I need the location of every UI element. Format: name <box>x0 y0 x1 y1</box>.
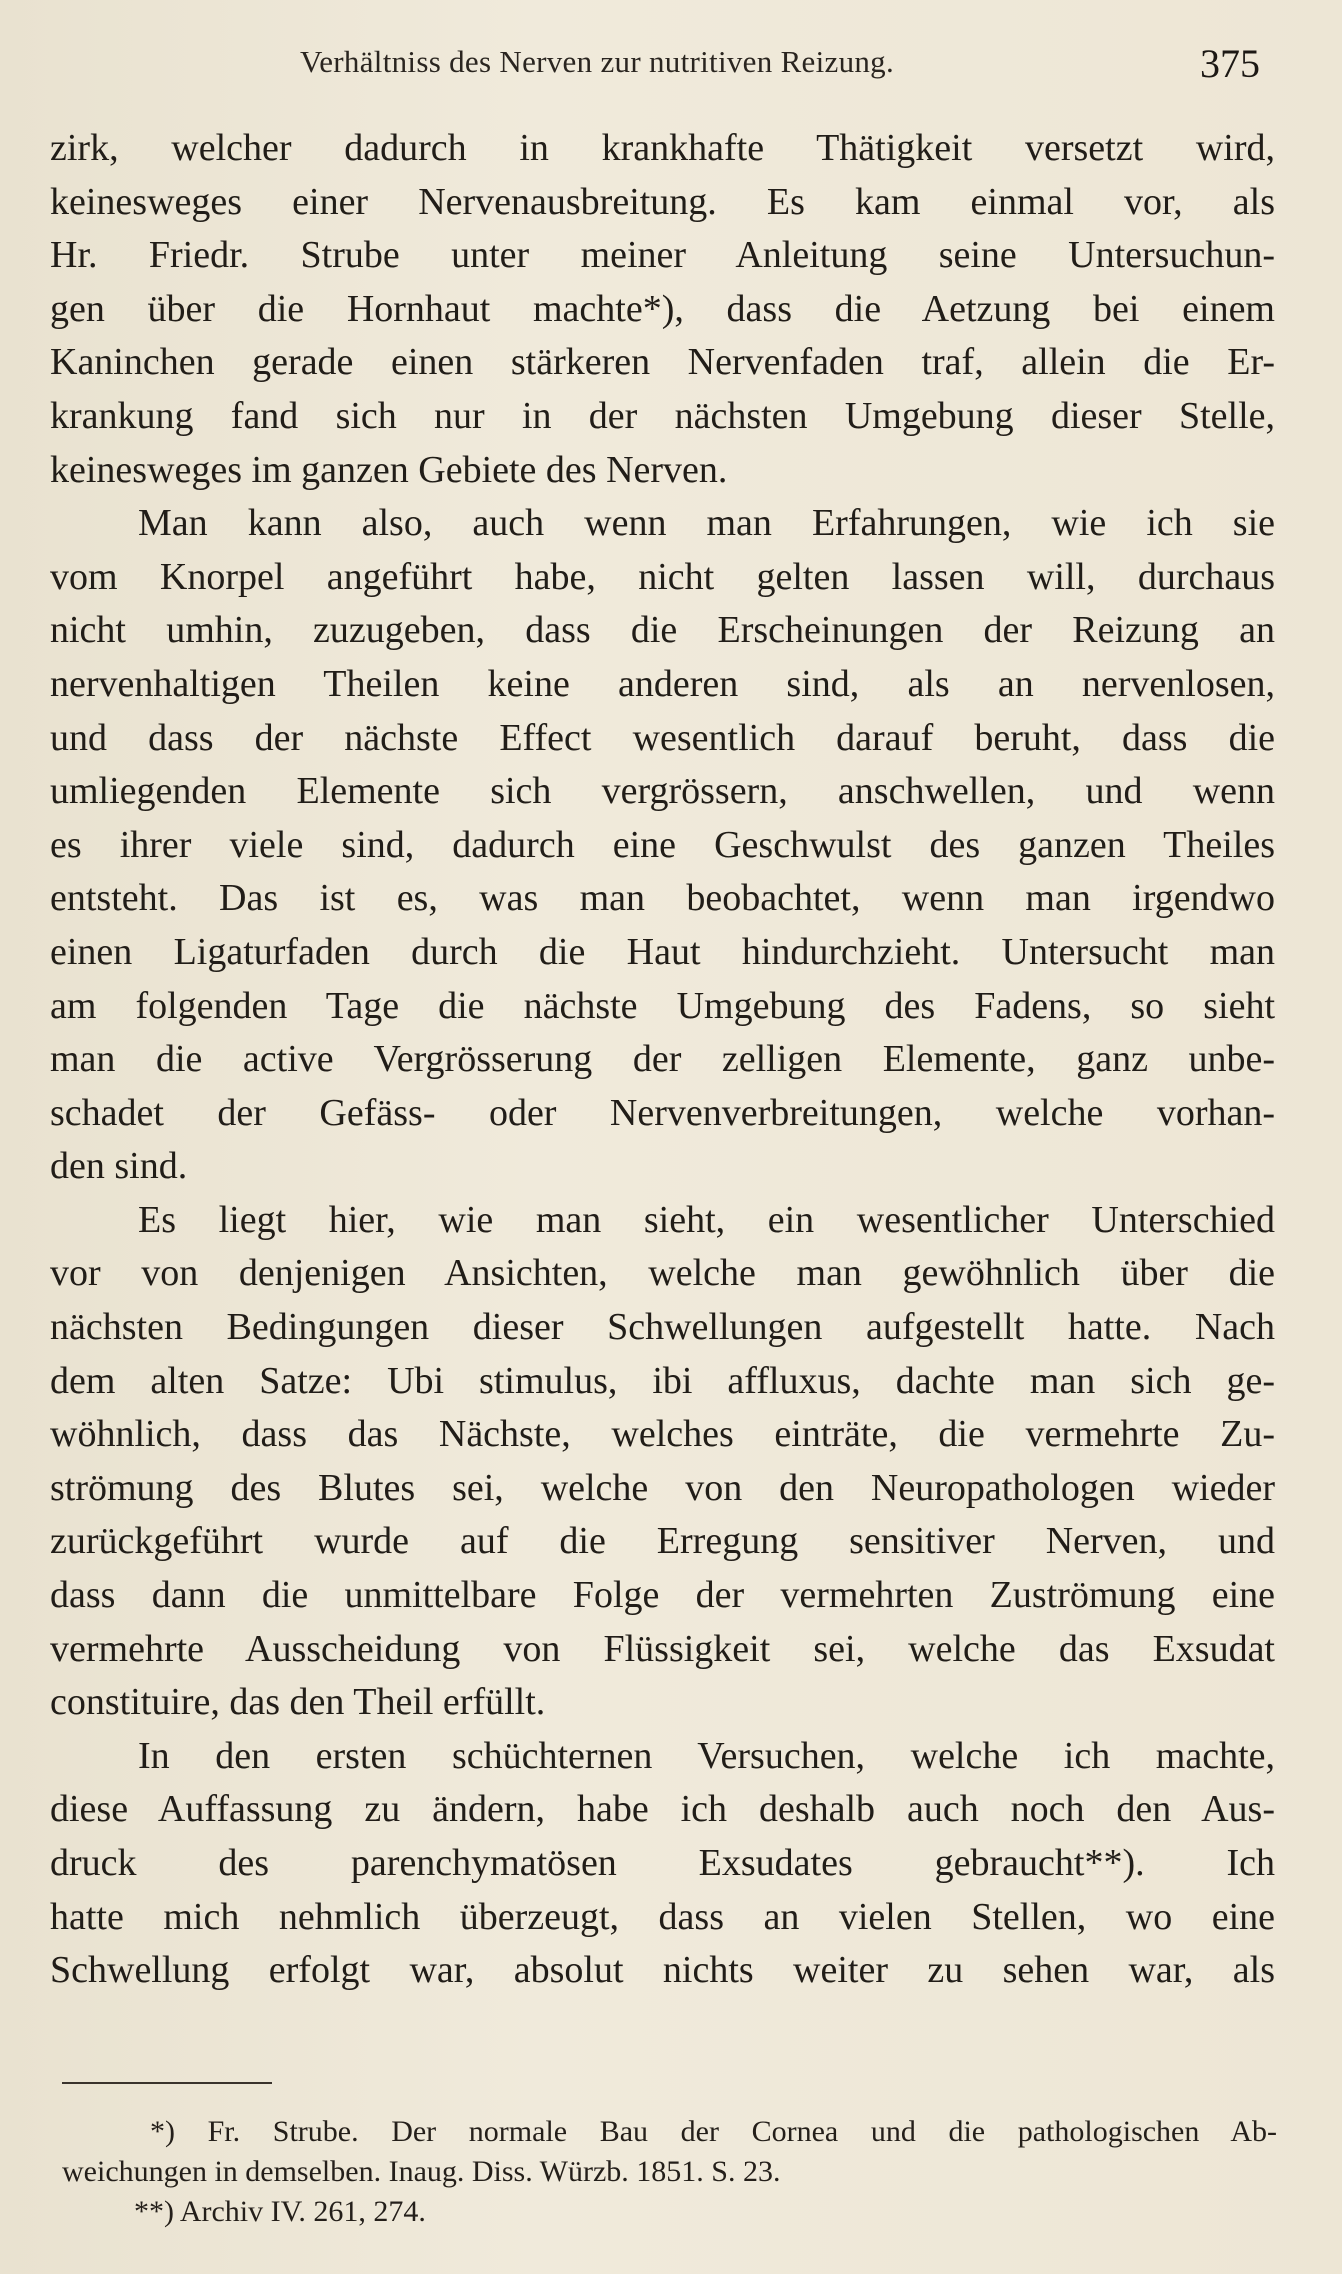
text-line: entsteht. Das ist es, was man beobachtet, wenn man irgendwo <box>50 877 1275 920</box>
text-line: diese Auffassung zu ändern, habe ich deshalb auch noch den Aus- <box>50 1788 1275 1831</box>
text-line: Man kann also, auch wenn man Erfahrungen, wie ich sie <box>138 502 1275 545</box>
running-head <box>0 40 1342 100</box>
text-line: vermehrte Ausscheidung von Flüssigkeit sei, welche das Exsudat <box>50 1627 1275 1670</box>
text-line: dem alten Satze: Ubi stimulus, ibi affluxus, dachte man sich ge- <box>50 1359 1275 1402</box>
footnote-line: weichungen in demselben. Inaug. Diss. Würzb. 1851. S. 23. <box>62 2155 781 2188</box>
paragraph-2 <box>50 497 1275 1194</box>
text-line: hatte mich nehmlich überzeugt, dass an vielen Stellen, wo eine <box>50 1895 1275 1938</box>
text-line: gen über die Hornhaut machte*), dass die Aetzung bei einem <box>50 287 1275 330</box>
text-line: umliegenden Elemente sich vergrössern, anschwellen, und wenn <box>50 770 1275 813</box>
paragraph-1 <box>50 122 1275 497</box>
text-line: man die active Vergrösserung der zelligen Elemente, ganz unbe- <box>50 1038 1275 1081</box>
paragraph-3 <box>50 1194 1275 1730</box>
text-line: nicht umhin, zuzugeben, dass die Erscheinungen der Reizung an <box>50 609 1275 652</box>
footnote-line: *) Fr. Strube. Der normale Bau der Cornea und die pathologischen Ab- <box>150 2115 1277 2148</box>
text-line: Es liegt hier, wie man sieht, ein wesentlicher Unterschied <box>138 1198 1275 1241</box>
text-line: nervenhaltigen Theilen keine anderen sind, als an nervenlosen, <box>50 662 1275 705</box>
body-text <box>50 122 1275 1998</box>
text-line: strömung des Blutes sei, welche von den Neuropathologen wieder <box>50 1466 1275 1509</box>
text-line: am folgenden Tage die nächste Umgebung des Fadens, so sieht <box>50 984 1275 1027</box>
text-line: schadet der Gefäss- oder Nervenverbreitungen, welche vorhan- <box>50 1091 1275 1134</box>
running-head-title: Verhältniss des Nerven zur nutritiven Reizung. <box>300 44 895 79</box>
text-line: keinesweges einer Nervenausbreitung. Es kam einmal vor, als <box>50 180 1275 223</box>
text-line: constituire, das den Theil erfüllt. <box>50 1681 546 1724</box>
text-line: Hr. Friedr. Strube unter meiner Anleitung seine Untersuchun- <box>50 234 1275 277</box>
text-line: einen Ligaturfaden durch die Haut hindurchzieht. Untersucht man <box>50 930 1275 973</box>
text-line: Schwellung erfolgt war, absolut nichts weiter zu sehen war, als <box>50 1949 1275 1992</box>
text-line: vom Knorpel angeführt habe, nicht gelten lassen will, durchaus <box>50 555 1275 598</box>
text-line: wöhnlich, dass das Nächste, welches einträte, die vermehrte Zu- <box>50 1413 1275 1456</box>
text-line: nächsten Bedingungen dieser Schwellungen aufgestellt hatte. Nach <box>50 1306 1275 1349</box>
page-number: 375 <box>1200 41 1260 86</box>
footnote-line: **) Archiv IV. 261, 274. <box>134 2195 426 2228</box>
text-line: vor von denjenigen Ansichten, welche man gewöhnlich über die <box>50 1252 1275 1295</box>
text-line: In den ersten schüchternen Versuchen, welche ich machte, <box>138 1734 1275 1777</box>
text-line: dass dann die unmittelbare Folge der vermehrten Zuströmung eine <box>50 1574 1275 1617</box>
text-line: zirk, welcher dadurch in krankhafte Thätigkeit versetzt wird, <box>50 127 1275 169</box>
paragraph-4 <box>50 1730 1275 1998</box>
footnotes <box>62 2112 1277 2232</box>
text-line: druck des parenchymatösen Exsudates gebraucht**). Ich <box>50 1842 1275 1884</box>
text-line: keinesweges im ganzen Gebiete des Nerven. <box>50 448 728 491</box>
text-line: es ihrer viele sind, dadurch eine Geschwulst des ganzen Theiles <box>50 823 1275 866</box>
text-line: und dass der nächste Effect wesentlich darauf beruht, dass die <box>50 716 1275 759</box>
text-line: krankung fand sich nur in der nächsten Umgebung dieser Stelle, <box>50 394 1275 437</box>
footnote-divider <box>62 2082 272 2084</box>
text-line: den sind. <box>50 1145 188 1188</box>
text-line: Kaninchen gerade einen stärkeren Nervenfaden traf, allein die Er- <box>50 341 1275 384</box>
text-line: zurückgeführt wurde auf die Erregung sensitiver Nerven, und <box>50 1520 1275 1563</box>
